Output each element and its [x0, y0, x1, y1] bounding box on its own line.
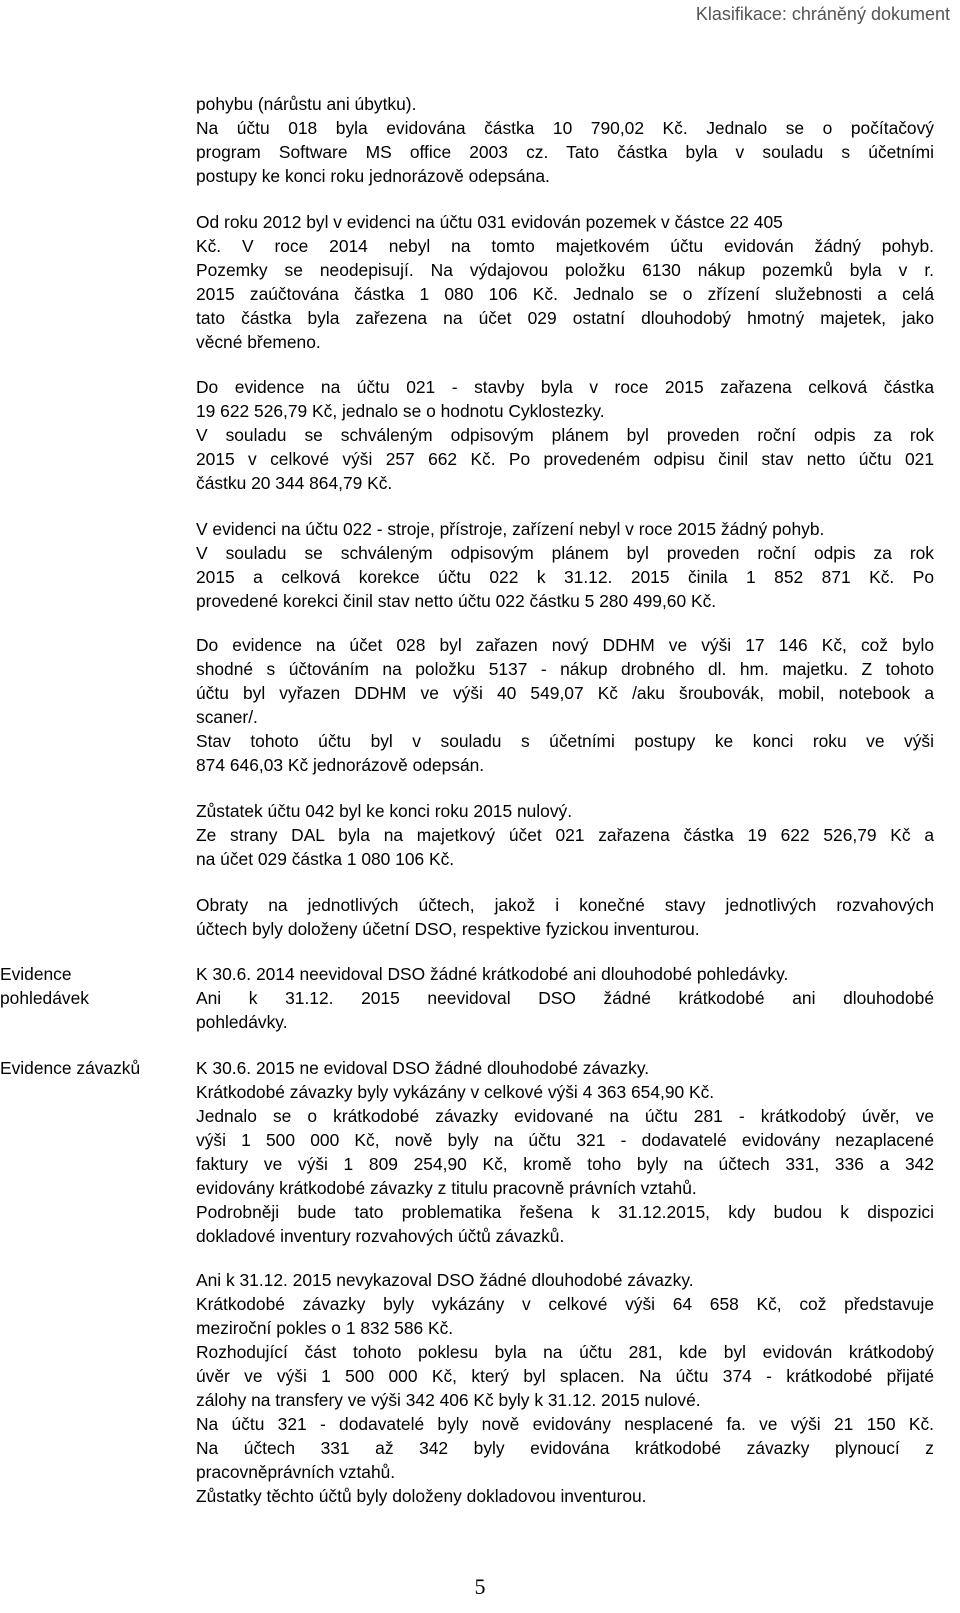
text-line: Krátkodobé závazky byly vykázány v celkové výši 4 363 654,90 Kč.	[196, 1082, 715, 1102]
text-line: účtech byly doloženy účetní DSO, respektive fyzickou inventurou.	[196, 919, 700, 939]
text-line: 874 646,03 Kč jednorázově odepsán.	[196, 755, 485, 775]
text-line: Obraty na jednotlivých účtech, jakož i konečné stavy jednotlivých rozvahových	[196, 895, 934, 915]
text-line: Od roku 2012 byl v evidenci na účtu 031 evidován pozemek v částce 22 405	[196, 212, 783, 232]
text-line: Na účtu 321 - dodavatelé byly nově evidovány nesplacené fa. ve výši 21 150 Kč.	[196, 1414, 934, 1434]
text-line: pohybu (nárůstu ani úbytku).	[196, 94, 417, 114]
text-line: faktury ve výši 1 809 254,90 Kč, kromě toho byly na účtech 331, 336 a 342	[196, 1154, 934, 1174]
text-line: Ze strany DAL byla na majetkový účet 021 zařazena částka 19 622 526,79 Kč a	[196, 825, 934, 845]
text-line: Kč. V roce 2014 nebyl na tomto majetkovém účtu evidován žádný pohyb.	[196, 236, 934, 256]
text-line: provedené korekci činil stav netto účtu 022 částku 5 280 499,60 Kč.	[196, 591, 717, 611]
page-number: 5	[474, 1574, 486, 1599]
text-line: evidovány krátkodobé závazky z titulu pracovně právních vztahů.	[196, 1178, 697, 1198]
text-line: Do evidence na účtu 021 - stavby byla v roce 2015 zařazena celková částka	[196, 377, 934, 397]
text-line: pohledávky.	[196, 1012, 288, 1032]
text-line: pracovněprávních vztahů.	[196, 1462, 396, 1482]
text-line: shodné s účtováním na položku 5137 - nákup drobného dl. hm. majetku. Z tohoto	[196, 659, 934, 679]
text-line: částku 20 344 864,79 Kč.	[196, 473, 393, 493]
text-line: V souladu se schváleným odpisovým plánem byl proveden roční odpis za rok	[196, 425, 934, 445]
text-line: 2015 v celkové výši 257 662 Kč. Po provedeném odpisu činil stav netto účtu 021	[196, 449, 934, 469]
text-line: scaner/.	[196, 707, 258, 727]
text-line: výši 1 500 000 Kč, nově byly na účtu 321 - dodavatelé evidovány nezaplacené	[196, 1130, 934, 1150]
text-line: Ani k 31.12. 2015 neevidoval DSO žádné krátkodobé ani dlouhodobé	[196, 988, 934, 1008]
text-line: věcné břemeno.	[196, 332, 321, 352]
text-line: Podrobněji bude tato problematika řešena k 31.12.2015, kdy budou k dispozici	[196, 1202, 934, 1222]
text-line: Na účtu 018 byla evidována částka 10 790,02 Kč. Jednalo se o počítačový	[196, 118, 934, 138]
text-line: Jednalo se o krátkodobé závazky evidované na účtu 281 - krátkodobý úvěr, ve	[196, 1106, 934, 1126]
text-line: účtu byl vyřazen DDHM ve výši 40 549,07 Kč /aku šroubovák, mobil, notebook a	[196, 683, 934, 703]
text-line: 19 622 526,79 Kč, jednalo se o hodnotu Cyklostezky.	[196, 401, 605, 421]
text-line: dokladové inventury rozvahových účtů závazků.	[196, 1226, 565, 1246]
text-line: Stav tohoto účtu byl v souladu s účetními postupy ke konci roku ve výši	[196, 731, 934, 751]
text-line: Rozhodující část tohoto poklesu byla na účtu 281, kde byl evidován krátkodobý	[196, 1342, 934, 1362]
text-line: meziroční pokles o 1 832 586 Kč.	[196, 1318, 454, 1338]
text-line: na účet 029 částka 1 080 106 Kč.	[196, 849, 455, 869]
text-line: Zůstatek účtu 042 byl ke konci roku 2015 nulový.	[196, 801, 573, 821]
text-line: tato částka byla zařezena na účet 029 ostatní dlouhodobý hmotný majetek, jako	[196, 308, 934, 328]
text-line: Na účtech 331 až 342 byly evidována krátkodobé závazky plynoucí z	[196, 1438, 934, 1458]
side-label: Evidence	[0, 964, 72, 984]
text-line: 2015 a celková korekce účtu 022 k 31.12. 2015 činila 1 852 871 Kč. Po	[196, 567, 934, 587]
side-label: Evidence závazků	[0, 1058, 141, 1078]
text-line: K 30.6. 2014 neevidoval DSO žádné krátkodobé ani dlouhodobé pohledávky.	[196, 964, 789, 984]
text-line: program Software MS office 2003 cz. Tato částka byla v souladu s účetními	[196, 142, 934, 162]
text-line: V evidenci na účtu 022 - stroje, přístroje, zařízení nebyl v roce 2015 žádný pohyb.	[196, 519, 825, 539]
text-line: úvěr ve výši 1 500 000 Kč, který byl splacen. Na účtu 374 - krátkodobé přijaté	[196, 1366, 934, 1386]
side-label: pohledávek	[0, 988, 89, 1008]
text-line: Zůstatky těchto účtů byly doloženy dokladovou inventurou.	[196, 1486, 647, 1506]
text-line: postupy ke konci roku jednorázově odepsána.	[196, 166, 550, 186]
classification-header: Klasifikace: chráněný dokument	[695, 4, 950, 24]
text-line: K 30.6. 2015 ne evidoval DSO žádné dlouhodobé závazky.	[196, 1058, 650, 1078]
text-line: zálohy na transfery ve výši 342 406 Kč byly k 31.12. 2015 nulové.	[196, 1390, 701, 1410]
text-line: Ani k 31.12. 2015 nevykazoval DSO žádné dlouhodobé závazky.	[196, 1270, 694, 1290]
text-line: V souladu se schváleným odpisovým plánem byl proveden roční odpis za rok	[196, 543, 934, 563]
text-line: Do evidence na účet 028 byl zařazen nový DDHM ve výši 17 146 Kč, což bylo	[196, 635, 934, 655]
text-line: 2015 zaúčtována částka 1 080 106 Kč. Jednalo se o zřízení služebnosti a celá	[196, 284, 934, 304]
text-line: Krátkodobé závazky byly vykázány v celkové výši 64 658 Kč, což představuje	[196, 1294, 934, 1314]
text-line: Pozemky se neodepisují. Na výdajovou položku 6130 nákup pozemků byla v r.	[196, 260, 934, 280]
